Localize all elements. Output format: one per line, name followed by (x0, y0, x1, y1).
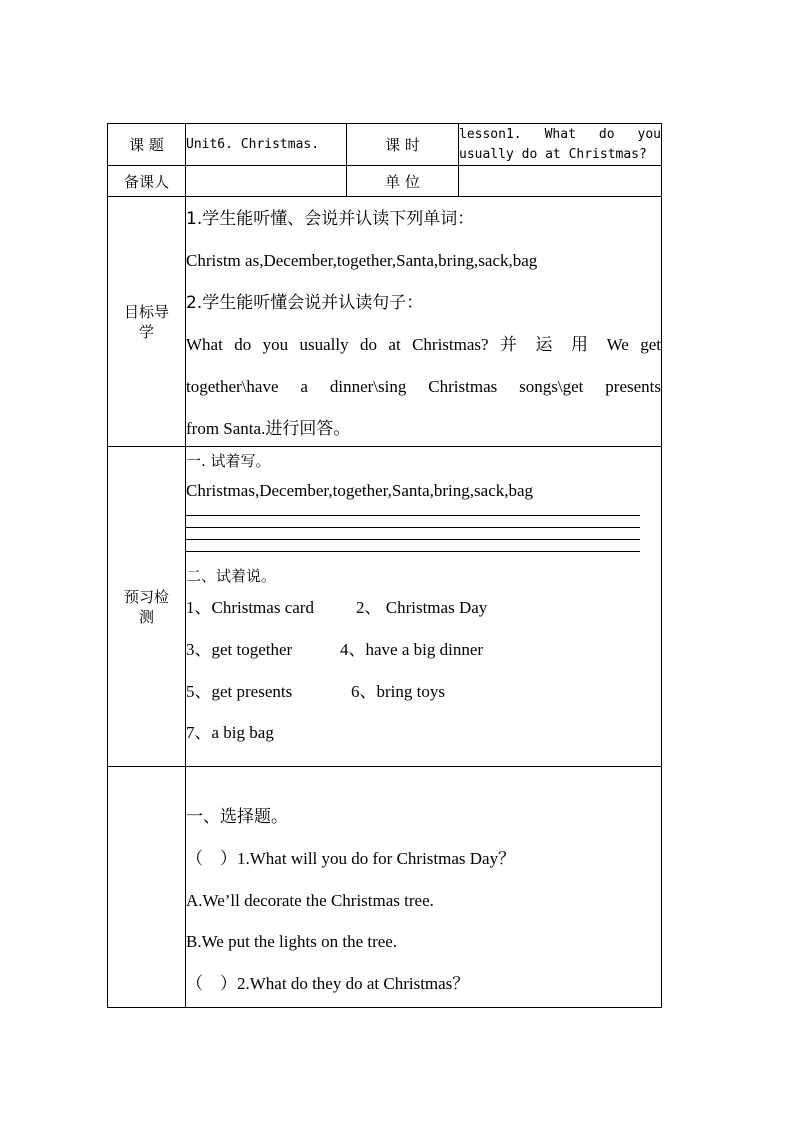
goal-item-1: 1.学生能听懂、会说并认读下列单词： (186, 209, 475, 229)
writing-line[interactable] (186, 504, 640, 516)
phrase-row (186, 723, 661, 743)
phrase: 5、get presents (186, 682, 293, 701)
phrase-row (186, 640, 661, 660)
phrase-row (186, 682, 661, 702)
goal-sentence-line1: What do you usually do at Christmas? 并 运 用 We get (186, 335, 661, 354)
period-label: 课 时 (347, 124, 459, 166)
goal-words: Christm as,December,together,Santa,bring,sack,bag (186, 251, 538, 270)
topic-row (108, 124, 662, 166)
period-value (459, 124, 662, 166)
period-value-line2: usually do at Christmas? (459, 146, 647, 162)
teacher-value (186, 166, 347, 197)
goal-sentence-line3: from Santa.进行回答。 (186, 419, 351, 438)
writing-line[interactable] (186, 540, 640, 552)
goals-content (186, 197, 662, 447)
teacher-row (108, 166, 662, 197)
write-title: 一. 试着写。 (186, 452, 271, 470)
question-2: （ ）2.What do they do at Christmas？ (186, 974, 470, 993)
phrase: 1、Christmas card (186, 598, 314, 617)
phrase-row (186, 598, 661, 618)
write-words: Christmas,December,together,Santa,bring,sack,bag (186, 481, 534, 500)
question-1-option-a: A.We’ll decorate the Christmas tree. (186, 891, 434, 910)
say-title: 二、试着说。 (186, 567, 277, 585)
goal-item-2: 2.学生能听懂会说并认读句子： (186, 293, 424, 313)
question-1-option-b: B.We put the lights on the tree. (186, 932, 398, 951)
goals-row (108, 197, 662, 447)
phrase: 7、a big bag (186, 723, 274, 742)
preview-content (186, 447, 662, 767)
writing-lines (186, 504, 661, 552)
lesson-plan-table (107, 123, 662, 1008)
writing-line[interactable] (186, 516, 640, 528)
goals-label: 目标导学 (108, 197, 186, 447)
period-value-line1: lesson1. What do you (459, 126, 661, 142)
unit-value (459, 166, 662, 197)
phrase: 3、get together (186, 640, 293, 659)
phrase: 2、 Christmas Day (356, 598, 488, 617)
phrase: 4、have a big dinner (340, 640, 484, 659)
preview-row (108, 447, 662, 767)
writing-line[interactable] (186, 528, 640, 540)
unit-label: 单 位 (347, 166, 459, 197)
topic-label: 课 题 (108, 124, 186, 166)
topic-value: Unit6. Christmas. (186, 124, 347, 166)
phrase: 6、bring toys (351, 682, 445, 701)
teacher-label: 备课人 (108, 166, 186, 197)
exercise-content (186, 767, 662, 1008)
exercise-label (108, 767, 186, 1008)
exercise-row (108, 767, 662, 1008)
goal-sentence-line2: together\have a dinner\sing Christmas songs\get presents (186, 377, 661, 396)
question-1: （ ）1.What will you do for Christmas Day？ (186, 849, 516, 868)
preview-label: 预习检测 (108, 447, 186, 767)
exercise-title: 一、选择题。 (186, 807, 288, 827)
